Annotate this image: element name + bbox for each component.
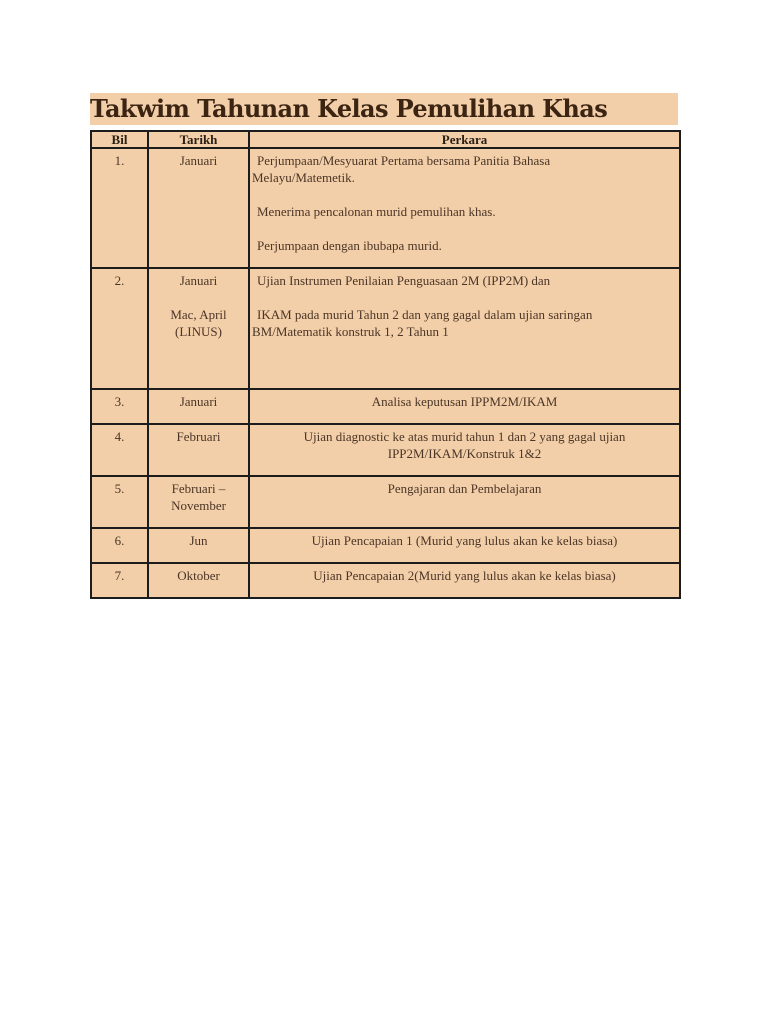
perkara-text: Melayu/Matemetik.	[252, 170, 355, 185]
bil-number: 5.	[114, 481, 125, 496]
cell-bil	[91, 563, 148, 598]
bil-number: 1.	[114, 153, 125, 168]
bil-number: 3.	[114, 394, 125, 409]
cell-tarikh	[148, 424, 249, 476]
perkara-text: Menerima pencalonan murid pemulihan khas.	[257, 204, 496, 219]
table-row	[91, 528, 680, 563]
table-row	[91, 389, 680, 424]
document-title: Takwim Tahunan Kelas Pemulihan Khas	[90, 94, 608, 123]
cell-bil	[91, 528, 148, 563]
cell-perkara	[249, 424, 680, 476]
cell-perkara	[249, 148, 680, 268]
cell-perkara	[249, 476, 680, 528]
cell-perkara	[249, 268, 680, 389]
tarikh-text: November	[171, 498, 226, 513]
bil-number: 4.	[114, 429, 125, 444]
cell-tarikh	[148, 268, 249, 389]
table-row	[91, 476, 680, 528]
cell-bil	[91, 424, 148, 476]
perkara-text: Perjumpaan dengan ibubapa murid.	[257, 238, 442, 253]
perkara-text: Ujian Pencapaian 2(Murid yang lulus akan ke kelas biasa)	[313, 568, 616, 583]
table-row	[91, 563, 680, 598]
perkara-text: Pengajaran dan Pembelajaran	[387, 481, 542, 496]
tarikh-text: Mac, April	[170, 307, 227, 322]
tarikh-text: Oktober	[177, 568, 220, 583]
calendar-table	[90, 130, 681, 599]
perkara-text: IPP2M/IKAM/Konstruk 1&2	[387, 446, 542, 461]
perkara-text: BM/Matematik konstruk 1, 2 Tahun 1	[252, 324, 449, 339]
table-row	[91, 424, 680, 476]
cell-perkara	[249, 389, 680, 424]
perkara-text: Analisa keputusan IPPM2M/IKAM	[371, 394, 558, 409]
bil-number: 6.	[114, 533, 125, 548]
perkara-text: Perjumpaan/Mesyuarat Pertama bersama Panitia Bahasa	[257, 153, 551, 168]
cell-bil	[91, 148, 148, 268]
cell-bil	[91, 268, 148, 389]
tarikh-text: (LINUS)	[175, 324, 222, 339]
header-perkara: Perkara	[249, 131, 680, 148]
cell-bil	[91, 476, 148, 528]
cell-tarikh	[148, 528, 249, 563]
table-header-row	[91, 131, 680, 148]
cell-perkara	[249, 528, 680, 563]
cell-tarikh	[148, 563, 249, 598]
tarikh-text: Januari	[179, 273, 218, 288]
tarikh-text: Jun	[189, 533, 208, 548]
cell-perkara	[249, 563, 680, 598]
title-banner	[90, 93, 678, 125]
table-row	[91, 268, 680, 389]
header-bil: Bil	[91, 131, 148, 148]
perkara-text: Ujian diagnostic ke atas murid tahun 1 dan 2 yang gagal ujian	[303, 429, 626, 444]
perkara-text: Ujian Instrumen Penilaian Penguasaan 2M (IPP2M) dan	[257, 273, 551, 288]
cell-bil	[91, 389, 148, 424]
tarikh-text: Januari	[179, 394, 218, 409]
cell-tarikh	[148, 389, 249, 424]
tarikh-text: Januari	[179, 153, 218, 168]
table-row	[91, 148, 680, 268]
bil-number: 2.	[114, 273, 125, 288]
cell-tarikh	[148, 148, 249, 268]
tarikh-text: Februari –	[171, 481, 226, 496]
cell-tarikh	[148, 476, 249, 528]
perkara-text: Ujian Pencapaian 1 (Murid yang lulus akan ke kelas biasa)	[311, 533, 618, 548]
bil-number: 7.	[114, 568, 125, 583]
tarikh-text: Februari	[176, 429, 221, 444]
perkara-text: IKAM pada murid Tahun 2 dan yang gagal dalam ujian saringan	[257, 307, 593, 322]
header-tarikh: Tarikh	[148, 131, 249, 148]
